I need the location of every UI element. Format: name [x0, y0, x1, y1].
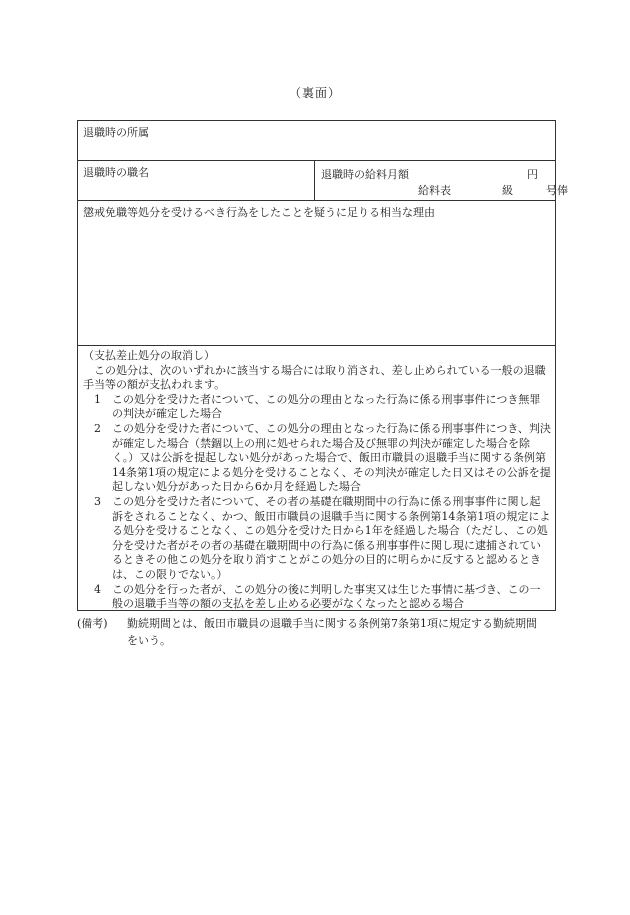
salary-table-label: 給料表: [418, 184, 451, 197]
cancellation-intro: この処分は、次のいずれかに該当する場合には取り消され、差し止められている一般の退職手当等の額が支払われます。: [83, 363, 546, 392]
grade-label: 級: [502, 184, 513, 197]
list-item: [83, 422, 551, 495]
affiliation-label: 退職時の所属: [83, 126, 149, 139]
salary-unit: 円: [527, 168, 538, 181]
list-item: [83, 583, 551, 612]
remarks-label: (備考): [77, 617, 108, 630]
cancellation-section: [83, 349, 551, 612]
reason-label: 懲戒免職等処分を受けるべき行為をしたことを疑うに足りる相当な理由: [83, 206, 435, 219]
item-number: 2: [94, 421, 101, 435]
item-text: この処分を行った者が、この処分の後に判明した事実又は生じた事情に基づき、この一般の退職手当等の額の支払を差し止める必要がなくなったと認める場合: [112, 582, 541, 611]
remarks: [77, 615, 567, 649]
list-item: [83, 495, 551, 583]
reason-row: [78, 201, 555, 346]
item-text: この処分を受けた者について、この処分の理由となった行為に係る刑事事件につき、判決が確定した場合（禁錮以上の刑に処せられた場合及び無罪の判決が確定した場合を除く。）又は公訴を提起しない処分があった場合で、飯田市職員の退職手当に関する条例第14条第1項の規定による処分を受けることなく、その判決が確定した日又はその公訴を提起しない処分があった日から6か月を経過した場合: [112, 421, 551, 494]
item-number: 1: [94, 392, 101, 406]
item-number: 3: [94, 494, 101, 508]
affiliation-row: [78, 121, 555, 161]
position-label: 退職時の職名: [83, 166, 149, 179]
item-number: 4: [94, 582, 101, 596]
remarks-text: 勤続期間とは、飯田市職員の退職手当に関する条例第7条第1項に規定する勤続期間をいう。: [127, 617, 537, 647]
form-table: [77, 120, 568, 611]
cell-divider: [314, 161, 315, 200]
list-item: [83, 393, 551, 422]
position-salary-row: [78, 161, 568, 201]
item-text: この処分を受けた者について、その者の基礎在職期間中の行為に係る刑事事件に関し起訴をされることなく、かつ、飯田市職員の退職手当に関する条例第14条第1項の規定による処分を受けることなく、この処分を受けた日から1年を経過した場合（ただし、この処分を受けた者がその者の基礎在職期間中の行為に係る刑事事件に関し現に逮捕されているときその他この処分を取り消すことがこの処分の目的に明らかに反すると認めるときは、この限りでない。）: [112, 494, 551, 581]
salary-label: 退職時の給料月額: [321, 168, 409, 181]
step-label: 号俸: [546, 184, 568, 197]
page-heading: （裏面）: [288, 86, 341, 100]
cancellation-heading: （支払差止処分の取消し）: [83, 349, 215, 362]
item-text: この処分を受けた者について、この処分の理由となった行為に係る刑事事件につき無罪の判決が確定した場合: [112, 392, 541, 421]
grade-line: [418, 182, 568, 198]
